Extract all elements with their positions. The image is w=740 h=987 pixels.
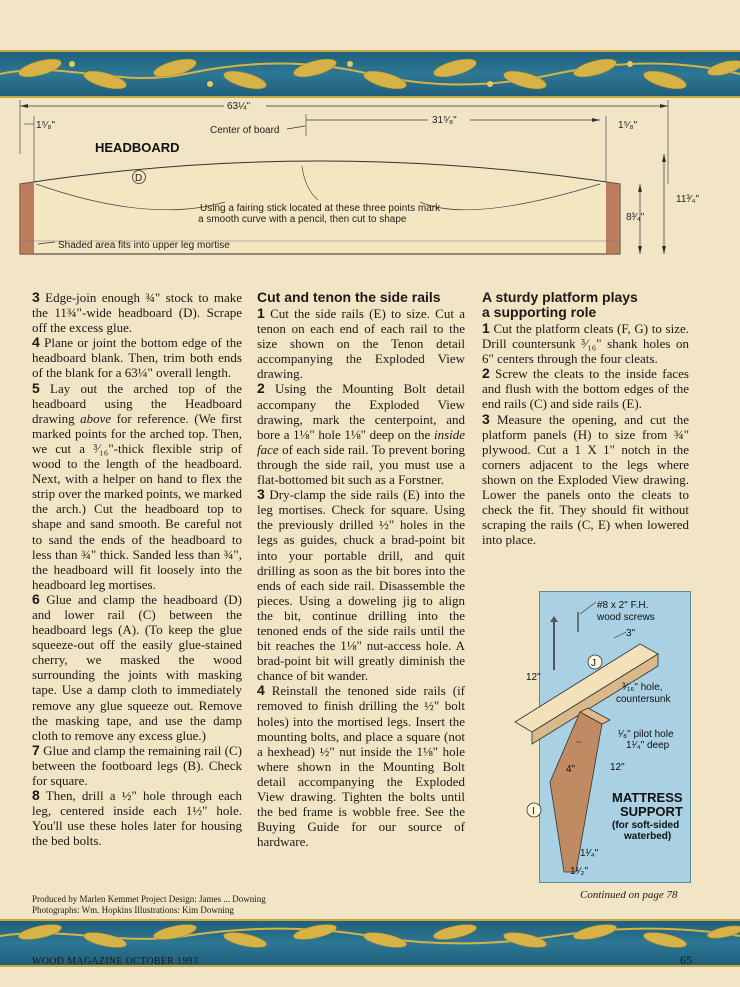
rail-step-4: 4 Reinstall the tenoned side rails (if removed to finish drilling the ½" bolt holes) into the mortised legs. Insert the mounting bolts, and place a square (not a hexhead) ½" nut inside the 1⅛" hole where shown in the Mounting Bolt detail accompanying the Exploded View drawing. Tighten the bolts until the bed frame is wobble free. See the Buying Guide for our source of hardware. (257, 682, 466, 850)
dim-12-inch-side: 12" (610, 762, 625, 773)
step-6: 6 Glue and clamp the headboard (D) and lower rail (C) between the headboard legs (A). (To keep the glue squeeze-out off the easily glue-stained cherry, we masked the wood surrounding the joints with masking tape. Use a damp cloth to immediately remove any glue squeeze out. Remove the masking tape, and use the damp cloth to remove any excess glue.) (32, 590, 242, 743)
rail-step-1: 1 Cut the side rails (E) to size. Cut a tenon on each end of each rail to the size shown on the Tenon detail accompanying the Exploded View drawing. (257, 305, 465, 382)
headboard-title: HEADBOARD (95, 140, 180, 155)
right-end-offset-label: 1⁵⁄₈" (618, 120, 638, 131)
text-column-3 (482, 290, 689, 547)
headboard-drawing (0, 94, 740, 264)
step-8: 8 Then, drill a ½" hole through each leg, centered inside each 1½" hole. You'll use these holes later for housing the bed bolts. (32, 787, 243, 849)
dim-4-inch: 4" (566, 764, 576, 775)
rail-step-3: 3 Dry-clamp the side rails (E) into the leg mortises. Check for square. Using the previously drilled ½" holes in the legs as guides, chuck a brad-point bit into your portable drill, and quit drilling as soon as the bit bores into the ends of each side rail. Disassemble the pieces. Using a doweling jig to align the bit, continue drilling into the tenoned ends of the side rails until the bit reaches the 1⅛" nut-access hole. A brad-point bit will greatly diminish the chance of bit wander. (257, 486, 465, 684)
pilot-label-1: ¹⁄₈" pilot hole (618, 729, 674, 740)
mattress-support-illustration (526, 591, 691, 883)
continued-note: Continued on page 78 (580, 889, 678, 901)
platform-step-3: 3 Measure the opening, and cut the platform panels (H) to size from ¾" plywood. Cut a 1 X 1" notch in the corners adjacent to the legs where shown on the Exploded View drawing. Lower the panels onto the cleats to check the fit. They should fit without scraping the rails (C, E) when lowered into place. (482, 410, 689, 548)
credits (32, 894, 266, 916)
rail-step-2: 2 Using the Mounting Bolt detail accompany the Exploded View drawing, mark the centerpoint, and bore a 1⅛" hole 1⅛" deep on the inside face of each side rail. To prevent boring through the side rail, you must use a flat-bottomed bit such as a Forstner. (257, 380, 466, 488)
platform-step-1: 1 Cut the platform cleats (F, G) to size. Drill countersunk ³⁄₁₆" shank holes on 6" centers through the four cleats. (482, 320, 689, 367)
center-of-board-label: Center of board (210, 125, 280, 136)
step-5: 5 Lay out the arched top of the headboard using the Headboard drawing above for reference. (We first marked points for the arched top. Then, we cut a ³⁄₁₆"-thick flexible strip of wood to the length of the headboard. Next, with a helper on hand to flex the strip over the marked points, we marked the arch.) Cut the headboard top to shape and sand smooth. Be careful not to sand the ends of the headboard to less than ¾" thick. Sanded less than ¾", the headboard will fit loosely into the headboard leg mortises. (32, 379, 243, 592)
text-column-1 (32, 290, 242, 848)
mattress-sub-1: (for soft-sided (612, 820, 680, 831)
dim-3-inch: 3" (626, 628, 636, 639)
mattress-support-diagram (526, 592, 690, 882)
part-letter-i: I (532, 806, 535, 817)
footer-page-number: 65 (680, 953, 692, 967)
mattress-sub-2: waterbed) (624, 831, 672, 842)
side-rails-heading: Cut and tenon the side rails (257, 289, 441, 305)
step-3: 3 Edge-join enough ¾" stock to make the 11¾"-wide headboard (D). Scrape off the excess glue. (32, 289, 243, 336)
end-height-label: 8³⁄₄" (626, 212, 645, 223)
platform-step-2: 2 Screw the cleats to the inside faces and flush with the bottom edges of the end rails (C) and side rails (E). (482, 365, 689, 412)
credits-line-2: Photographs: Wm. Hopkins Illustrations: Kim Downing (32, 905, 234, 915)
text-column-2 (257, 290, 465, 849)
headboard-diagram (0, 94, 740, 264)
overall-width-label: 63¼" (227, 101, 251, 112)
pilot-label-2: 1¹⁄₄" deep (626, 740, 670, 751)
fairing-note-line-2: a smooth curve with a pencil, then cut to shape (198, 214, 407, 225)
mattress-title-1: MATTRESS (612, 790, 683, 805)
footer-magazine: WOOD MAGAZINE OCTOBER 1993 (32, 956, 199, 967)
dim-1-1-2: 1¹⁄₂" (570, 866, 588, 877)
shaded-area-note: Shaded area fits into upper leg mortise (58, 240, 230, 251)
leaf-vine-icon (0, 52, 740, 96)
step-4: 4 Plane or joint the bottom edge of the headboard blank. Then, trim both ends of the blank for a 63¼" overall length. (32, 334, 243, 381)
leaf-vine-icon (0, 921, 740, 951)
full-height-label: 11³⁄₄" (676, 194, 700, 205)
fairing-note-line-1: Using a fairing stick located at these three points mark (200, 203, 441, 214)
platform-heading: A sturdy platform plays a supporting role (482, 289, 638, 320)
hole-label-2: countersunk (616, 694, 671, 705)
screws-label-1: #8 x 2" F.H. (597, 600, 649, 611)
dim-12-inch-top: 12" (526, 672, 541, 683)
credits-line-1: Produced by Marlen Kemmet Project Design: James ... Downing (32, 894, 266, 904)
hole-label-1: ³⁄₁₆" hole, (622, 682, 663, 693)
step-7: 7 Glue and clamp the remaining rail (C) between the footboard legs (B). Check for square. (32, 741, 242, 788)
dim-1-1-4: 1¹⁄₄" (580, 848, 599, 859)
part-letter-d: D (135, 173, 143, 184)
half-width-label: 31⁵⁄₈" (432, 115, 457, 126)
mattress-title-2: SUPPORT (620, 804, 683, 819)
decorative-band-top (0, 50, 740, 98)
screws-label-2: wood screws (597, 612, 655, 623)
part-letter-j: J (591, 658, 596, 669)
left-end-offset-label: 1⁵⁄₈" (36, 120, 56, 131)
